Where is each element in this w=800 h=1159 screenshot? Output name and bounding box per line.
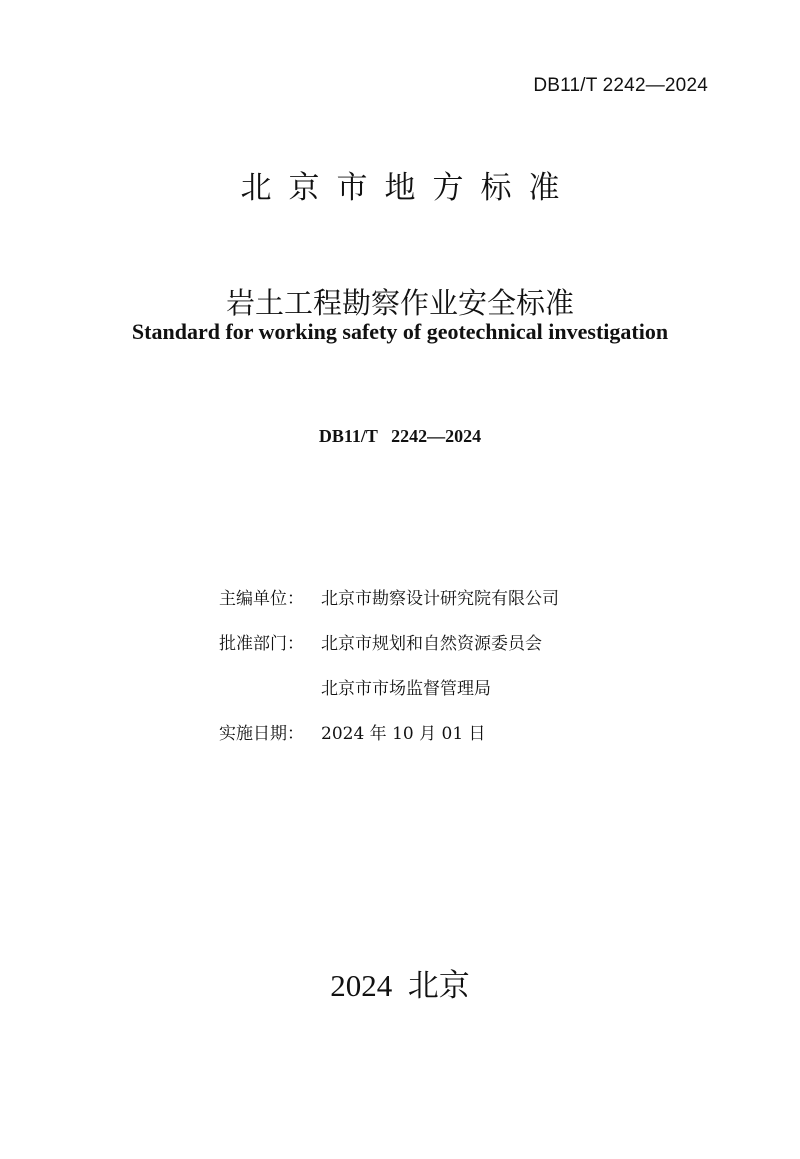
editor-row bbox=[219, 577, 559, 622]
effective-date-value: 2024 年 10 月 01 日 bbox=[321, 724, 486, 744]
approver-label: 批准部门： bbox=[219, 634, 304, 654]
effective-date-row bbox=[219, 712, 559, 757]
approver-value-1: 北京市规划和自然资源委员会 bbox=[321, 634, 542, 654]
approver-value-2: 北京市市场监督管理局 bbox=[321, 679, 491, 699]
effective-date-label: 实施日期： bbox=[219, 724, 304, 744]
editor-label: 主编单位： bbox=[219, 589, 304, 609]
info-block bbox=[219, 577, 559, 757]
editor-value: 北京市勘察设计研究院有限公司 bbox=[321, 589, 559, 609]
title-chinese: 岩土工程勘察作业安全标准 bbox=[225, 286, 574, 320]
standard-category: 北京市地方标准 bbox=[240, 170, 577, 206]
standard-number-header: DB11/T 2242—2024 bbox=[533, 75, 708, 96]
approver-row bbox=[219, 622, 559, 667]
title-english: Standard for working safety of geotechnical investigation bbox=[131, 319, 669, 344]
standard-code: DB11/T 2242—2024 bbox=[318, 426, 482, 446]
publication-year-place: 2024 北京 bbox=[330, 968, 470, 1003]
approver-row-2 bbox=[219, 667, 559, 712]
approver-label-spacer bbox=[219, 667, 321, 712]
